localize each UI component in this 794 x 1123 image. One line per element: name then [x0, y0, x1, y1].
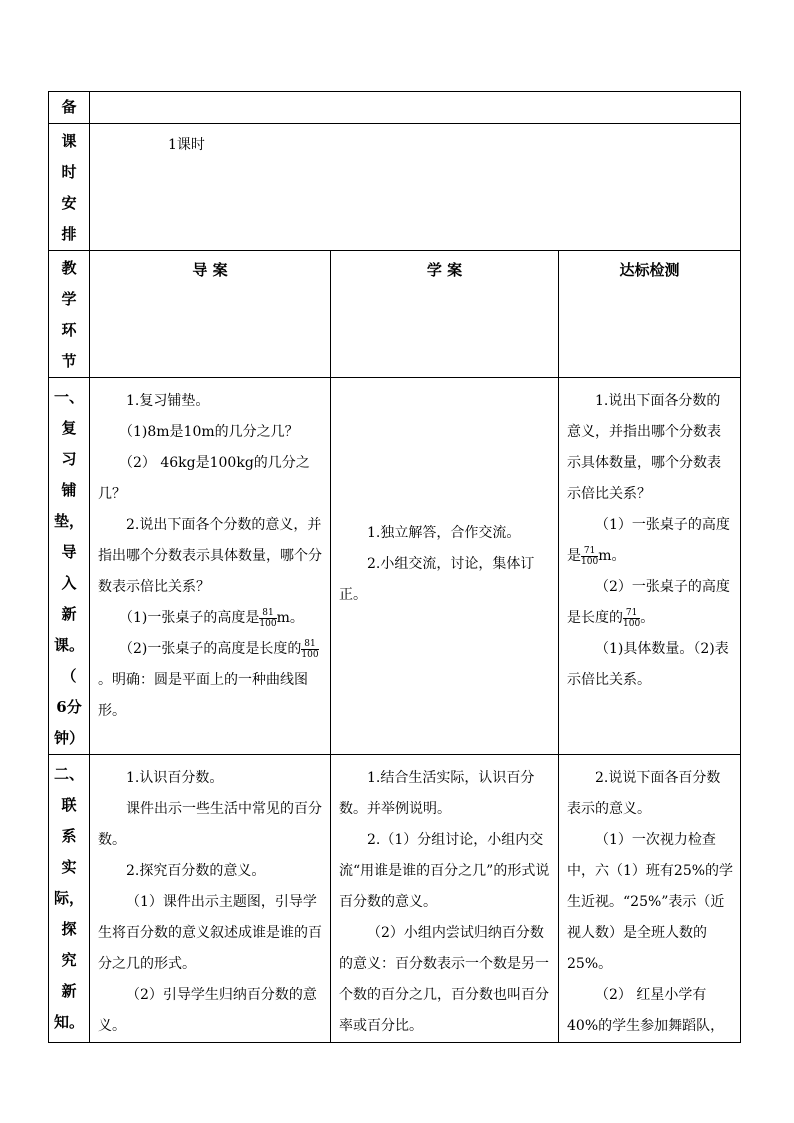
row-bei	[49, 92, 741, 124]
row-class-hours	[49, 124, 741, 251]
check-line: 1.说出下面各分数的意义，并指出哪个分数表示具体数量，哪个分数表示倍比关系？	[567, 393, 721, 502]
check-cell	[559, 755, 741, 1043]
fraction: $\frac{81}{100}$	[259, 607, 277, 629]
row-explore	[49, 755, 741, 1043]
guide-line: 1.认识百分数。	[126, 770, 224, 786]
label-bei: 备	[61, 98, 77, 116]
study-line: 2.（1）分组讨论，小组内交流“用谁是谁的百分之几”的形式说百分数的意义。	[339, 832, 550, 910]
study-line: 1.独立解答，合作交流。	[367, 525, 521, 541]
check-header: 达标检测	[559, 251, 741, 378]
check-line: （1）一张桌子的高度是 $\frac{71}{100}$ m。	[567, 517, 730, 567]
guide-cell	[90, 755, 331, 1043]
study-header: 学 案	[331, 251, 559, 378]
row-label	[49, 92, 90, 124]
check-cell	[559, 378, 741, 755]
study-cell	[331, 755, 559, 1043]
check-line: （2） 红星小学有40%的学生参加舞蹈队，	[567, 987, 725, 1034]
row-label: 二、 联 系 实 际， 探 究 新 知。	[49, 755, 90, 1043]
row-label: 教 学 环 节	[49, 251, 90, 378]
guide-line: （1）课件出示主题图，引导学生将百分数的意义叙述成谁是谁的百分之几的形式。	[98, 894, 322, 972]
lesson-plan-table	[48, 91, 741, 1043]
guide-line: （1)一张桌子的高度是 $\frac{81}{100}$ m。	[119, 607, 304, 629]
guide-line: 2.说出下面各个分数的意义，并指出哪个分数表示具体数量，哪个分数表示倍比关系？	[98, 517, 322, 595]
row-review	[49, 378, 741, 755]
guide-line: 课件出示一些生活中常见的百分数。	[98, 801, 322, 848]
study-line: （2）小组内尝试归纳百分数的意义：百分数表示一个数是另一个数的百分之几，百分数也叫百分率或百分比。	[339, 925, 549, 1034]
row-label: 一、 复 习 铺 垫， 导 入 新 课。 （ 6分 钟）	[49, 378, 90, 755]
guide-line: （2）引导学生归纳百分数的意义。	[98, 987, 317, 1034]
guide-line: 2.探究百分数的意义。	[126, 863, 266, 879]
row-teaching-stage-header	[49, 251, 741, 378]
class-hours-value: 1课时	[90, 124, 741, 251]
row-label: 课 时 安 排	[49, 124, 90, 251]
guide-line: （1)8m是10m的几分之几？	[119, 424, 299, 440]
check-line: （1）一次视力检查中，六（1）班有25%的学生近视。“25%”表示（近视人数）是全班人数的25%。	[567, 832, 734, 972]
study-line: 2.小组交流，讨论，集体订正。	[339, 556, 535, 603]
check-line: （2）一张桌子的高度是长度的 $\frac{71}{100}$ 。	[567, 579, 730, 629]
guide-line: （2） 46kg是100kg的几分之几？	[98, 455, 310, 502]
guide-line: 1.复习铺垫。	[126, 393, 210, 409]
fraction: $\frac{71}{100}$	[581, 545, 599, 567]
check-line: （1)具体数量。（2)表示倍比关系。	[567, 641, 729, 688]
fraction: $\frac{81}{100}$	[301, 638, 319, 660]
study-cell	[331, 378, 559, 755]
guide-cell	[90, 378, 331, 755]
study-line: 1.结合生活实际，认识百分数。并举例说明。	[339, 770, 535, 817]
fraction: $\frac{71}{100}$	[623, 607, 641, 629]
remarks-cell	[90, 92, 741, 124]
guide-line: （2)一张桌子的高度是长度的 $\frac{81}{100}$ 。明确：圆是平面上的一种曲线图形。	[98, 638, 319, 719]
check-line: 2.说说下面各百分数表示的意义。	[567, 770, 721, 817]
guide-header: 导 案	[90, 251, 331, 378]
